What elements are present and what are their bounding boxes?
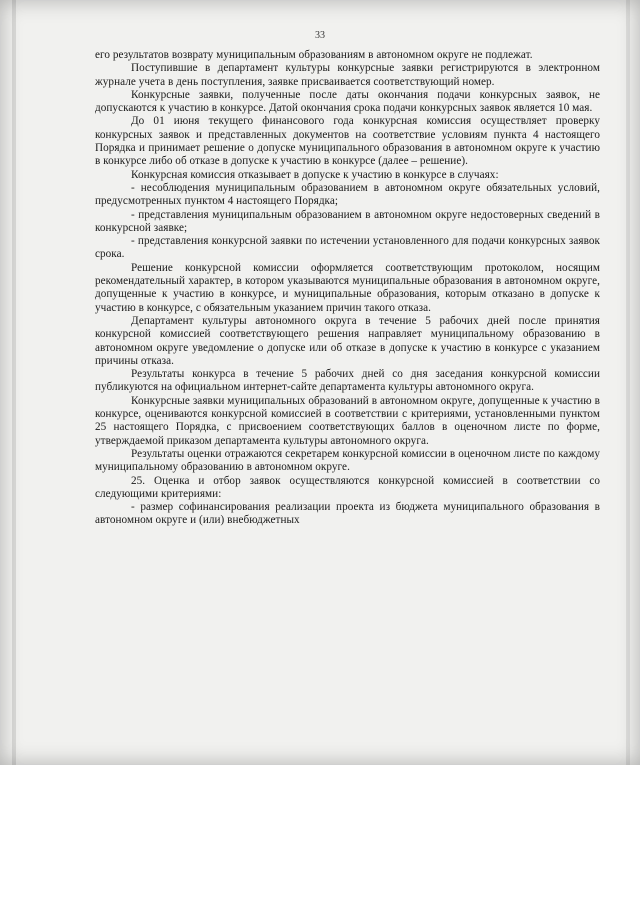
paragraph: Департамент культуры автономного округа в течение 5 рабочих дней после принятия конкурсной комиссией соответствующего решения направляет муниципальному образованию в автономном округе уведомление о допуске или об отказе в допуске к участию в конкурсе с указанием причины отказа. [95, 314, 600, 367]
paragraph: Конкурсные заявки муниципальных образований в автономном округе, допущенные к участию в конкурсе, оцениваются конкурсной комиссией в соответствии с критериями, установленными пунктом 25 настоящего Порядка, с присвоением соответствующих баллов в оценочном листе по форме, утверждаемой приказом департамента культуры автономного округа. [95, 394, 600, 447]
paragraph: До 01 июня текущего финансового года конкурсная комиссия осуществляет проверку конкурсных заявок и представленных документов на соответствие условиям пункта 4 настоящего Порядка и принимает решение о допуске муниципального образования в автономном округе к участию в конкурсе либо об отказе в допуске к участию в конкурсе (далее – решение). [95, 115, 600, 168]
list-item: - несоблюдения муниципальным образованием в автономном округе обязательных условий, предусмотренных пунктом 4 настоящего Порядка; [95, 181, 600, 208]
document-body [95, 49, 600, 528]
list-item: - представления конкурсной заявки по истечении установленного для подачи конкурсных заявок срока. [95, 235, 600, 261]
list-item: - представления муниципальным образованием в автономном округе недостоверных сведений в конкурсной заявке; [95, 208, 600, 234]
paragraph: Конкурсные заявки, полученные после даты окончания подачи конкурсных заявок, не допускаются к участию в конкурсе. Датой окончания срока подачи конкурсных заявок является 10 мая. [95, 88, 600, 115]
blank-margin [0, 765, 640, 905]
page-number: 33 [315, 30, 325, 41]
paragraph: Результаты конкурса в течение 5 рабочих дней со дня заседания конкурсной комиссии публикуются на официальном интернет-сайте департамента культуры автономного округа. [95, 368, 600, 394]
paragraph: 25. Оценка и отбор заявок осуществляются конкурсной комиссией в соответствии со следующими критериями: [95, 474, 600, 500]
paragraph: Решение конкурсной комиссии оформляется соответствующим протоколом, носящим рекомендательный характер, в котором указываются муниципальные образования в автономном округе, допущенные к участию в конкурсе, и муниципальные образования, которым отказано в допуске к участию в конкурсе, с обязательным указанием причин такого отказа. [95, 261, 600, 314]
paragraph: его результатов возврату муниципальным образованиям в автономном округе не подлежат. [95, 49, 533, 61]
list-item: - размер софинансирования реализации проекта из бюджета муниципального образования в автономном округе и (или) внебюджетных [95, 501, 600, 527]
paragraph: Конкурсная комиссия отказывает в допуске к участию в конкурсе в случаях: [131, 168, 499, 181]
paragraph: Поступившие в департамент культуры конкурсные заявки регистрируются в электронном журнале учета в день поступления, заявке присваивается соответствующий номер. [95, 62, 600, 88]
paragraph: Результаты оценки отражаются секретарем конкурсной комиссии в оценочном листе по каждому муниципальному образованию в автономном округе. [95, 447, 600, 474]
